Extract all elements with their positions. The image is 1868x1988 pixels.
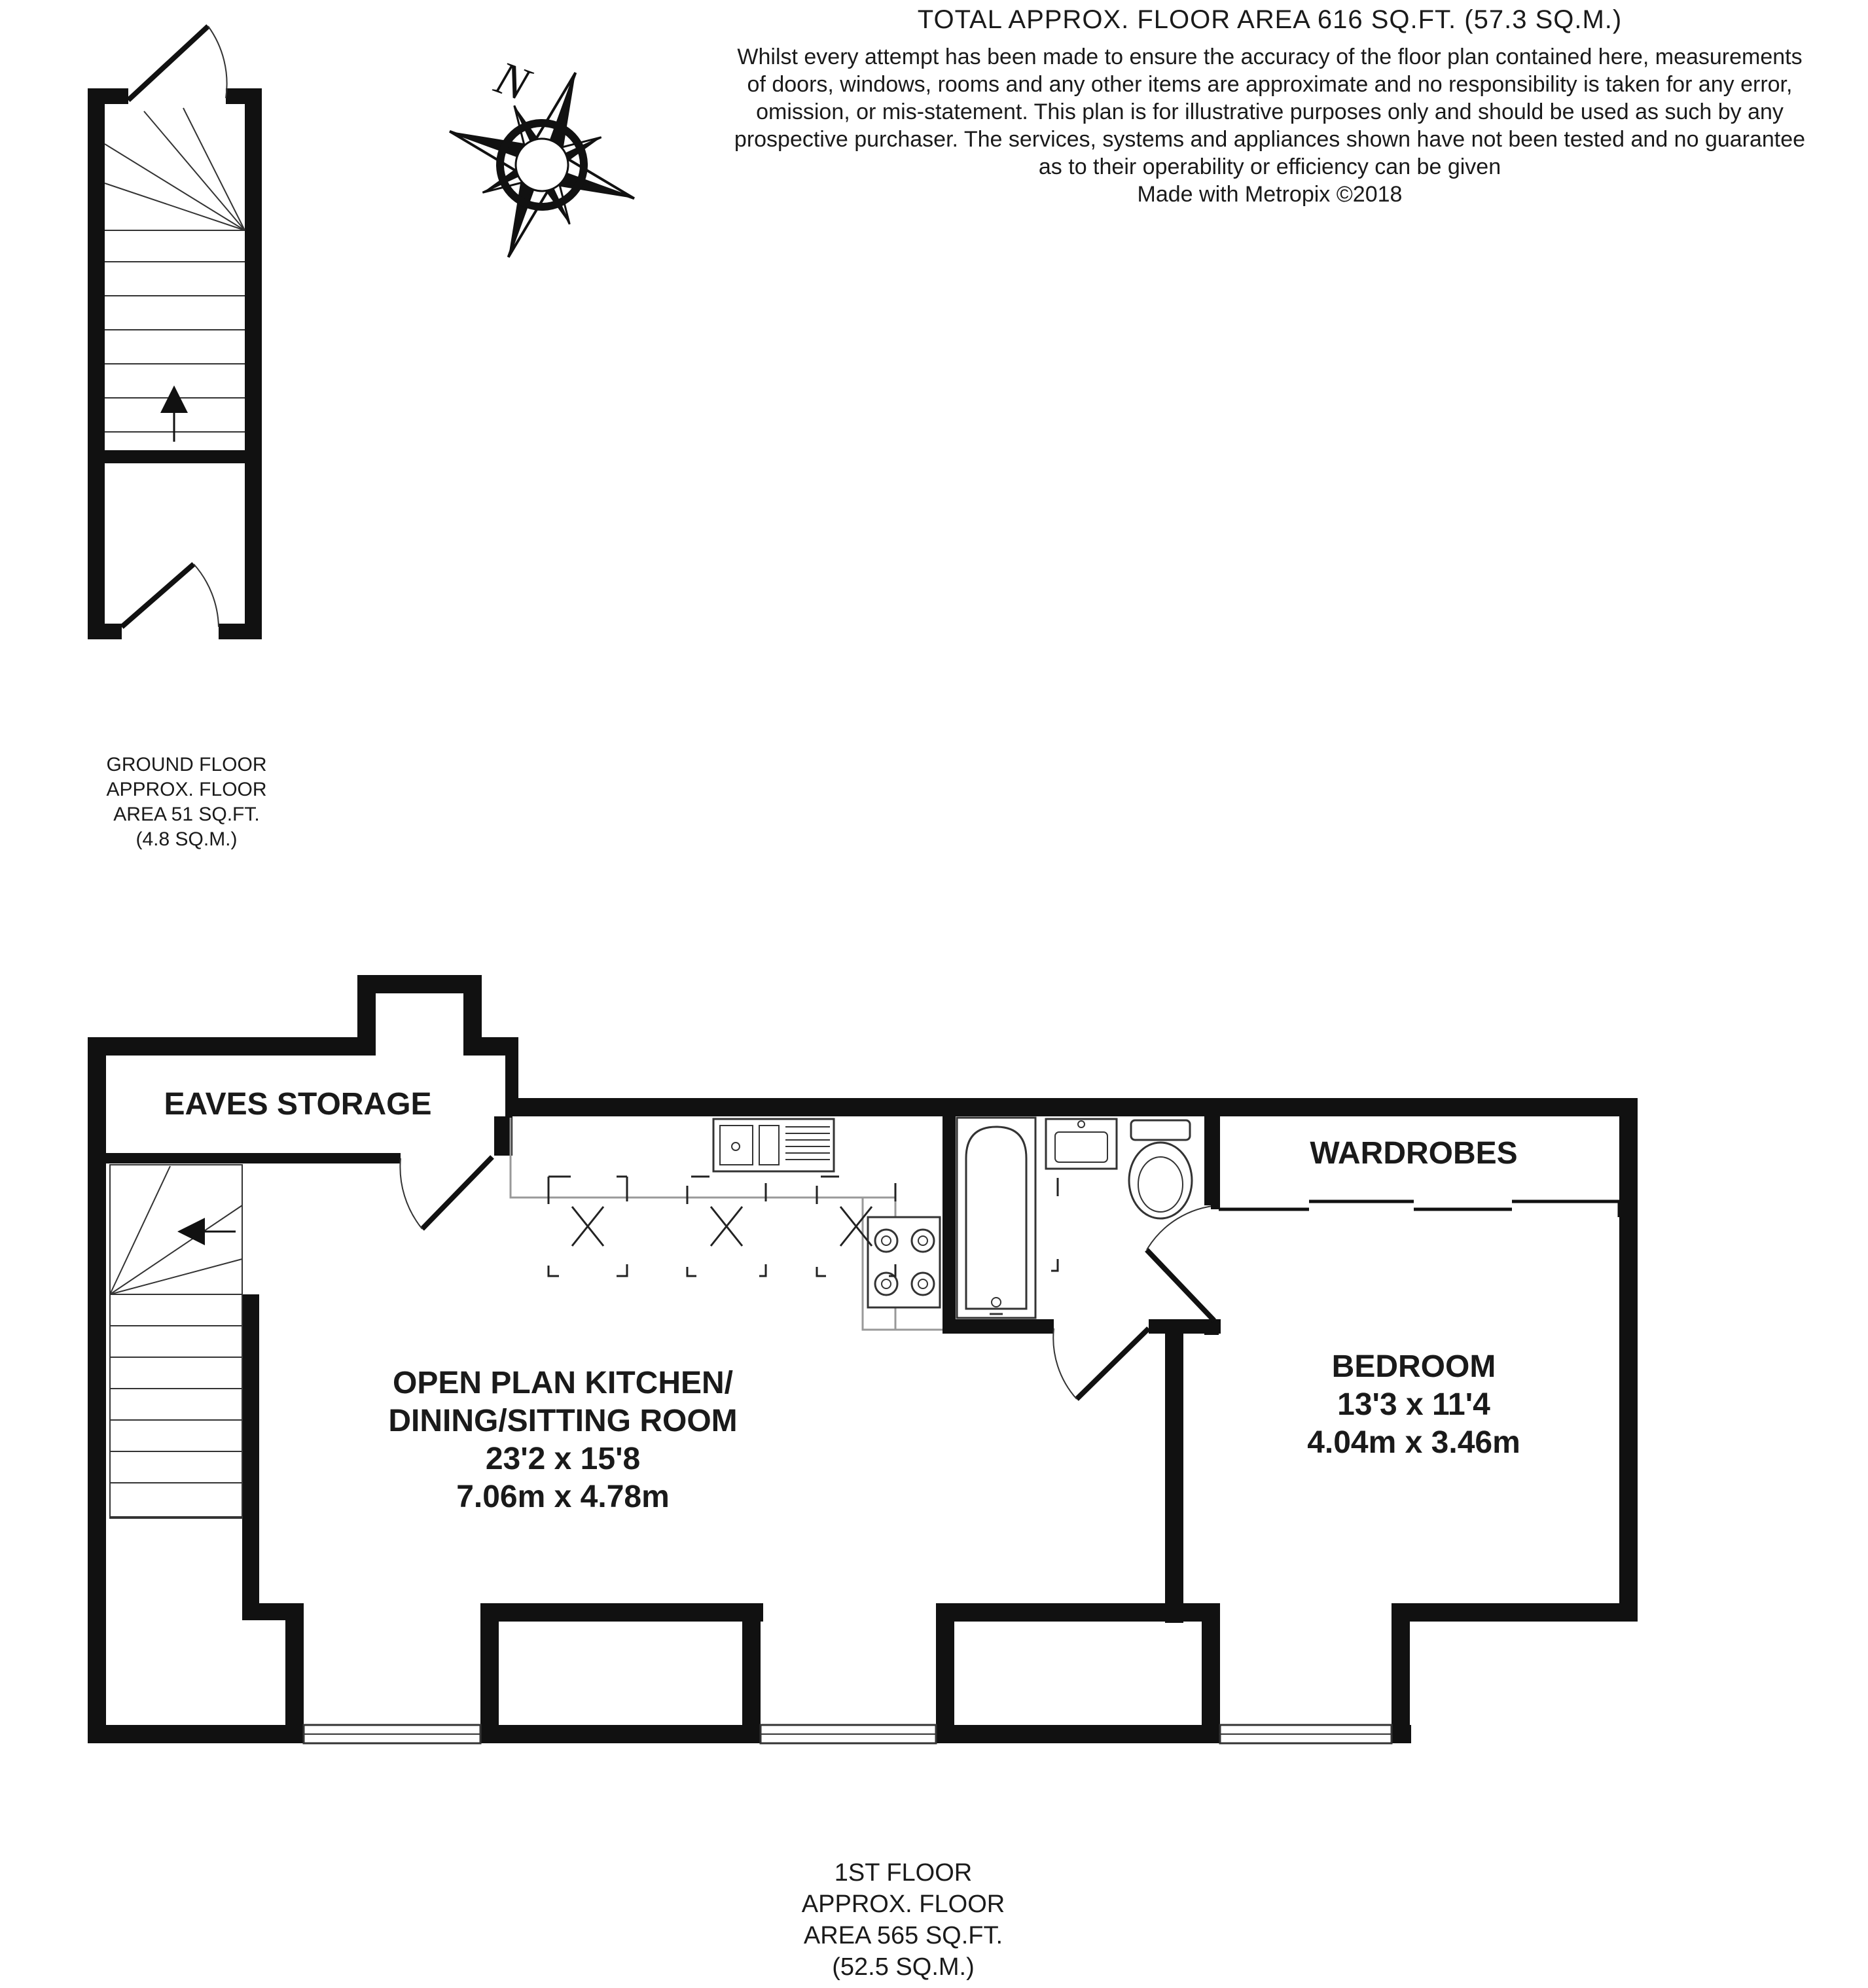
made-with-credit: Made with Metropix ©2018 — [1137, 182, 1403, 207]
wall-bathroom-bottom — [943, 1319, 1054, 1334]
ground-floor-label-line: (4.8 SQ.M.) — [135, 828, 238, 850]
wall-bathroom-left — [943, 1116, 956, 1332]
disclaimer-line: prospective purchaser. The services, systems and appliances shown have not been tested and no guarantee — [734, 127, 1806, 152]
wall-bay1-right — [480, 1603, 499, 1743]
ground-floor-plan — [88, 26, 262, 639]
ground-wall-top-left — [88, 88, 128, 104]
open-plan-name-line2: DINING/SITTING ROOM — [388, 1404, 738, 1438]
first-floor-label-line: AREA 565 SQ.FT. — [803, 1922, 1003, 1949]
wall-bay2-right — [936, 1603, 954, 1743]
ground-top-door-leaf — [128, 26, 208, 100]
first-floor-label — [707, 1857, 1100, 1983]
disclaimer-line: as to their operability or efficiency can be given — [1038, 154, 1501, 179]
wall-step-down — [505, 1037, 518, 1100]
ground-floor-label — [65, 753, 308, 852]
wall-right-outer — [1619, 1098, 1638, 1622]
eaves-door-leaf — [422, 1157, 492, 1229]
disclaimer-line: of doors, windows, rooms and any other items are approximate and no responsibility is taken for any error, — [747, 72, 1793, 97]
wall-top-main — [505, 1098, 1638, 1116]
kitchen-sink-icon — [713, 1119, 834, 1171]
wardrobes-label: WARDROBES — [1310, 1136, 1518, 1171]
ground-wall-left — [88, 88, 105, 639]
compass-rose — [416, 39, 668, 291]
toilet-icon — [1129, 1120, 1192, 1218]
open-plan-name-line1: OPEN PLAN KITCHEN/ — [392, 1366, 734, 1400]
ground-staircase — [105, 108, 245, 432]
ground-floor-label-line: APPROX. FLOOR — [106, 779, 267, 800]
open-plan-room-label — [308, 1364, 818, 1516]
ground-floor-label-line: GROUND FLOOR — [106, 754, 267, 775]
first-floor-label-line: 1ST FLOOR — [834, 1859, 973, 1887]
wall-eaves-bottom — [106, 1153, 401, 1163]
bedroom-name: BEDROOM — [1331, 1349, 1496, 1384]
wall-bay3-right — [1392, 1603, 1410, 1743]
open-plan-metric-size: 7.06m x 4.78m — [456, 1480, 670, 1514]
eaves-storage-label: EAVES STORAGE — [164, 1087, 432, 1122]
wall-bottom-right — [1392, 1725, 1411, 1743]
bathroom-door-leaf — [1077, 1328, 1149, 1399]
disclaimer — [674, 43, 1865, 208]
wall-bay1-top — [480, 1603, 763, 1622]
disclaimer-line: Whilst every attempt has been made to ensure the accuracy of the floor plan contained here, measurements — [737, 44, 1803, 69]
ground-partition — [105, 450, 245, 463]
bathroom-door-swing — [1053, 1328, 1077, 1399]
bedroom-metric-size: 4.04m x 3.46m — [1307, 1425, 1520, 1460]
wall-bottom-left — [88, 1725, 304, 1743]
wall-bottom-mid-left — [480, 1725, 761, 1743]
compass-north-label: N — [488, 50, 537, 111]
ground-bottom-door-leaf — [122, 564, 194, 627]
bedroom-label — [1230, 1348, 1597, 1462]
ground-floor-label-line: AREA 51 SQ.FT. — [113, 804, 260, 825]
wall-bottom-mid-right — [936, 1725, 1217, 1743]
ground-top-door-swing — [208, 26, 227, 98]
wall-bay3-top — [1392, 1603, 1638, 1622]
bedroom-door-leaf — [1147, 1250, 1214, 1321]
wall-stair-divider — [242, 1294, 259, 1618]
first-floor-label-line: APPROX. FLOOR — [801, 1890, 1005, 1918]
ground-bottom-door-swing — [194, 564, 219, 627]
basin-icon — [1046, 1119, 1117, 1169]
bathtub-icon — [957, 1118, 1035, 1318]
wardrobe-doors — [1219, 1201, 1619, 1217]
bay-windows — [304, 1725, 1392, 1743]
total-floor-area: TOTAL APPROX. FLOOR AREA 616 SQ.FT. (57.3 SQ.M.) — [917, 5, 1623, 34]
first-floor-label-line: (52.5 SQ.M.) — [832, 1953, 975, 1981]
wall-top-eaves — [88, 1037, 367, 1056]
wall-bay2-left — [742, 1603, 761, 1743]
wall-bedroom-left — [1165, 1319, 1183, 1623]
wall-bump-top — [357, 975, 482, 993]
bedroom-imperial-size: 13'3 x 11'4 — [1337, 1387, 1490, 1422]
first-staircase — [110, 1165, 242, 1518]
ground-wall-bottom-left — [88, 624, 122, 639]
ground-wall-top-right — [226, 88, 262, 104]
ground-wall-right — [245, 88, 262, 639]
wall-left-outer — [88, 1037, 106, 1742]
ground-wall-bottom-right — [219, 624, 262, 639]
open-plan-imperial-size: 23'2 x 15'8 — [485, 1442, 641, 1476]
eaves-door-swing — [400, 1158, 422, 1229]
wall-wardrobe-left — [1211, 1116, 1220, 1209]
kitchen-hob-icon — [868, 1217, 940, 1307]
wall-bay3-left — [1202, 1603, 1220, 1743]
wall-bay1-left — [285, 1603, 304, 1743]
disclaimer-line: omission, or mis-statement. This plan is for illustrative purposes only and should be used as such by any — [756, 99, 1784, 124]
